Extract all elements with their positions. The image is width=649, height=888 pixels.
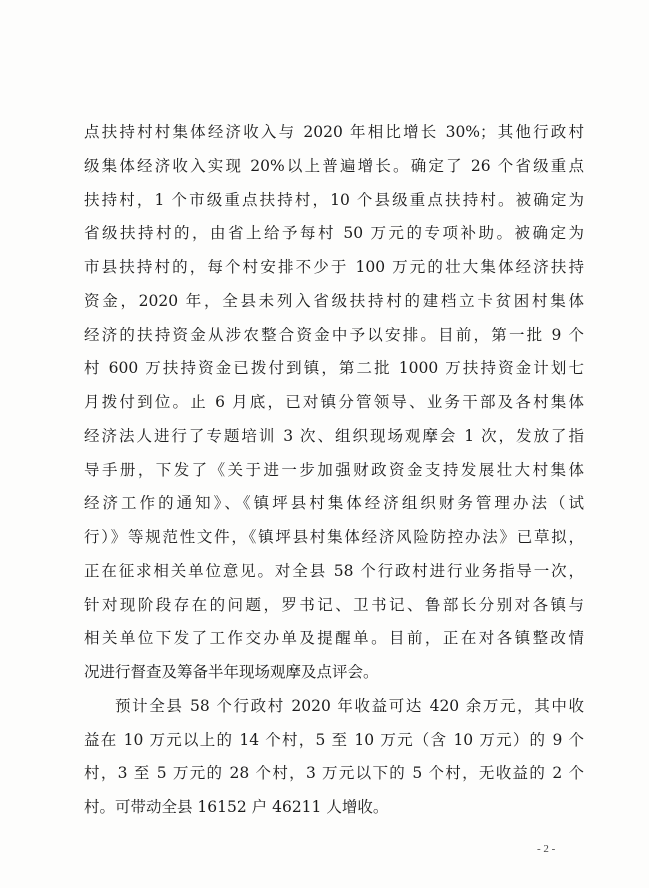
text-line: 村 600 万扶持资金已拨付到镇，第二批 1000 万扶持资金计划七: [84, 359, 584, 378]
text-line: 资金，2020 年，全县未列入省级扶持村的建档立卡贫困村集体: [84, 291, 584, 310]
page-number: - 2 -: [537, 843, 556, 855]
paragraph-2: [84, 690, 584, 825]
paragraph-1: [84, 116, 584, 690]
text-line: 预计全县 58 个行政村 2020 年收益可达 420 余万元，其中收: [115, 696, 584, 715]
text-line: 相关单位下发了工作交办单及提醒单。目前，正在对各镇整改情: [84, 629, 584, 648]
text-line: 市县扶持村的，每个村安排不少于 100 万元的壮大集体经济扶持: [84, 258, 584, 276]
text-line: 行）》等规范性文件，《镇坪县村集体经济风险防控办法》已草拟，: [84, 528, 584, 546]
text-line: 经济法人进行了专题培训 3 次、组织现场观摩会 1 次，发放了指: [84, 426, 584, 445]
text-line: 点扶持村村集体经济收入与 2020 年相比增长 30%；其他行政村: [84, 123, 584, 141]
text-line: 况进行督查及筹备半年现场观摩及点评会。: [84, 663, 379, 681]
text-line: 村，3 至 5 万元的 28 个村，3 万元以下的 5 个村，无收益的 2 个: [84, 764, 584, 783]
text-line: 月拨付到位。止 6 月底，已对镇分管领导、业务干部及各村集体: [84, 393, 584, 411]
document-body: [84, 116, 584, 825]
text-line: 经济的扶持资金从涉农整合资金中予以安排。目前，第一批 9 个: [84, 325, 584, 344]
text-line: 正在征求相关单位意见。对全县 58 个行政村进行业务指导一次，: [84, 561, 584, 580]
text-line: 扶持村，1 个市级重点扶持村，10 个县级重点扶持村。被确定为: [84, 190, 584, 209]
text-line: 益在 10 万元以上的 14 个村，5 至 10 万元（含 10 万元）的 9 个: [84, 730, 584, 749]
text-line: 级集体经济收入实现 20%以上普遍增长。确定了 26 个省级重点: [84, 156, 584, 175]
text-line: 村。可带动全县 16152 户 46211 人增收。: [84, 798, 389, 816]
text-line: 省级扶持村的，由省上给予每村 50 万元的专项补助。被确定为: [84, 224, 584, 243]
text-line: 导手册，下发了《关于进一步加强财政资金支持发展壮大村集体: [84, 460, 584, 479]
text-line: 经济工作的通知》、《镇坪县村集体经济组织财务管理办法（试: [84, 494, 584, 513]
text-line: 针对现阶段存在的问题，罗书记、卫书记、鲁部长分别对各镇与: [84, 595, 584, 614]
